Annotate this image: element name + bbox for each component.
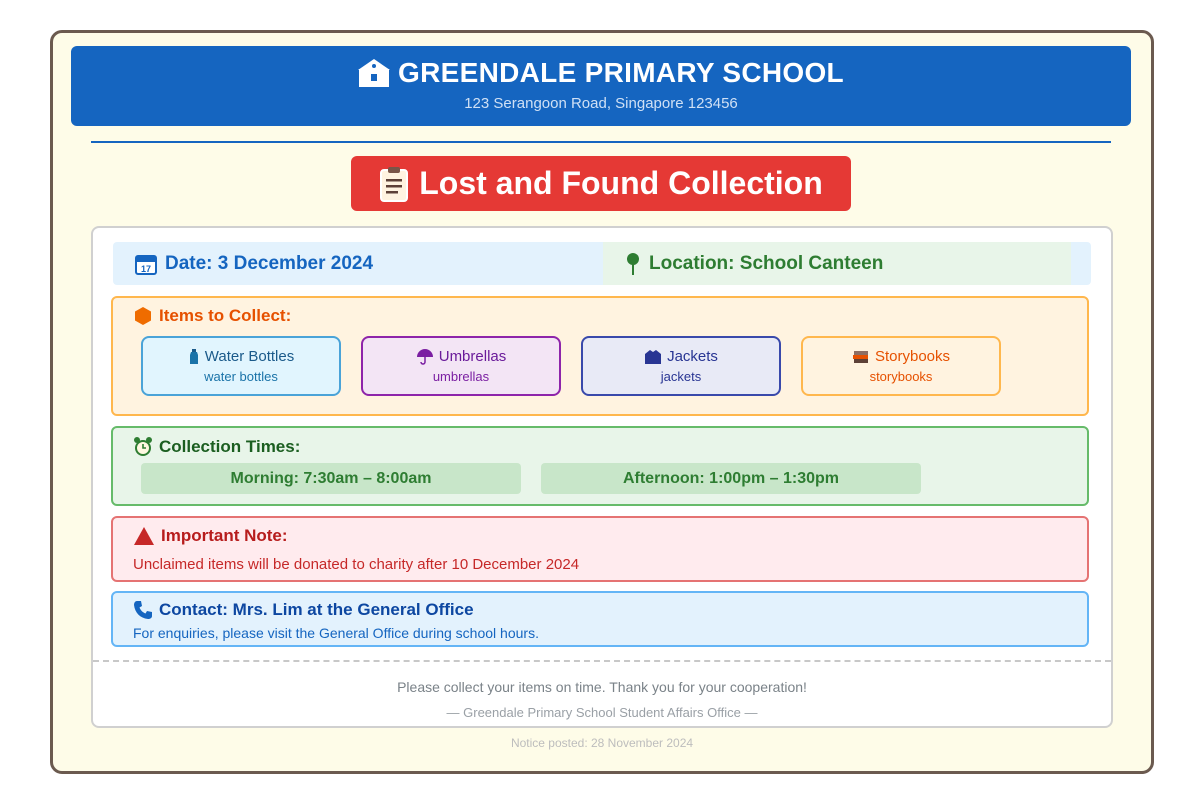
contact-text: For enquiries, please visit the General Office during school hours. — [133, 625, 539, 641]
school-address: 123 Serangoon Road, Singapore 123456 — [464, 95, 738, 112]
item-sub: storybooks — [869, 369, 933, 384]
date-text: Date: 3 December 2024 — [165, 252, 374, 274]
calendar-icon — [135, 253, 157, 275]
item-sub: water bottles — [204, 369, 278, 384]
item-card-jackets — [581, 336, 781, 396]
item-name: Storybooks — [874, 348, 951, 365]
contact-heading: Contact: Mrs. Lim at the General Office — [133, 600, 474, 620]
bottle-icon — [188, 349, 200, 365]
afternoon-time: Afternoon: 1:00pm – 1:30pm — [541, 463, 921, 494]
item-sub: umbrellas — [432, 369, 490, 384]
location-info — [603, 242, 1071, 285]
morning-time: Morning: 7:30am – 8:00am — [141, 463, 521, 494]
contact-section — [111, 591, 1089, 647]
note-heading: Important Note: — [133, 526, 288, 546]
posted-date: Notice posted: 28 November 2024 — [510, 736, 694, 750]
umbrella-icon — [416, 349, 434, 365]
items-heading: Items to Collect: — [133, 306, 291, 326]
item-card-umbrellas — [361, 336, 561, 396]
books-icon — [852, 349, 870, 365]
items-section — [111, 296, 1089, 416]
notice-frame — [50, 30, 1154, 774]
times-heading: Collection Times: — [133, 436, 300, 458]
times-section — [111, 426, 1089, 506]
note-section — [111, 516, 1089, 582]
phone-icon — [133, 600, 153, 620]
school-name: GREENDALE PRIMARY SCHOOL — [398, 57, 844, 88]
notice-banner — [351, 156, 851, 211]
header-divider — [91, 141, 1111, 143]
thanks-text: Please collect your items on time. Thank you for your cooperation! — [397, 679, 807, 695]
note-text: Unclaimed items will be donated to charity after 10 December 2024 — [133, 556, 580, 573]
school-header — [71, 46, 1131, 126]
item-sub: jackets — [660, 369, 702, 384]
item-name: Water Bottles — [204, 348, 295, 365]
info-row — [113, 242, 1091, 285]
hexagon-icon — [133, 306, 153, 326]
signature-text: — Greendale Primary School Student Affairs Office — — [446, 705, 758, 720]
jacket-icon — [644, 349, 662, 365]
footer-divider — [93, 660, 1111, 662]
warning-icon — [133, 526, 155, 546]
date-info — [113, 242, 603, 285]
item-name: Jackets — [667, 348, 718, 365]
banner-title: Lost and Found Collection — [419, 165, 823, 201]
svg-text:17: 17 — [140, 263, 152, 274]
notice-card — [91, 226, 1113, 728]
location-text: Location: School Canteen — [649, 252, 884, 274]
pin-icon — [625, 252, 641, 276]
item-name: Umbrellas — [438, 348, 507, 365]
school-icon — [358, 59, 390, 87]
alarm-clock-icon — [133, 436, 153, 458]
item-card-water-bottles — [141, 336, 341, 396]
item-card-storybooks — [801, 336, 1001, 396]
school-title — [71, 57, 1131, 89]
clipboard-icon — [379, 166, 409, 202]
